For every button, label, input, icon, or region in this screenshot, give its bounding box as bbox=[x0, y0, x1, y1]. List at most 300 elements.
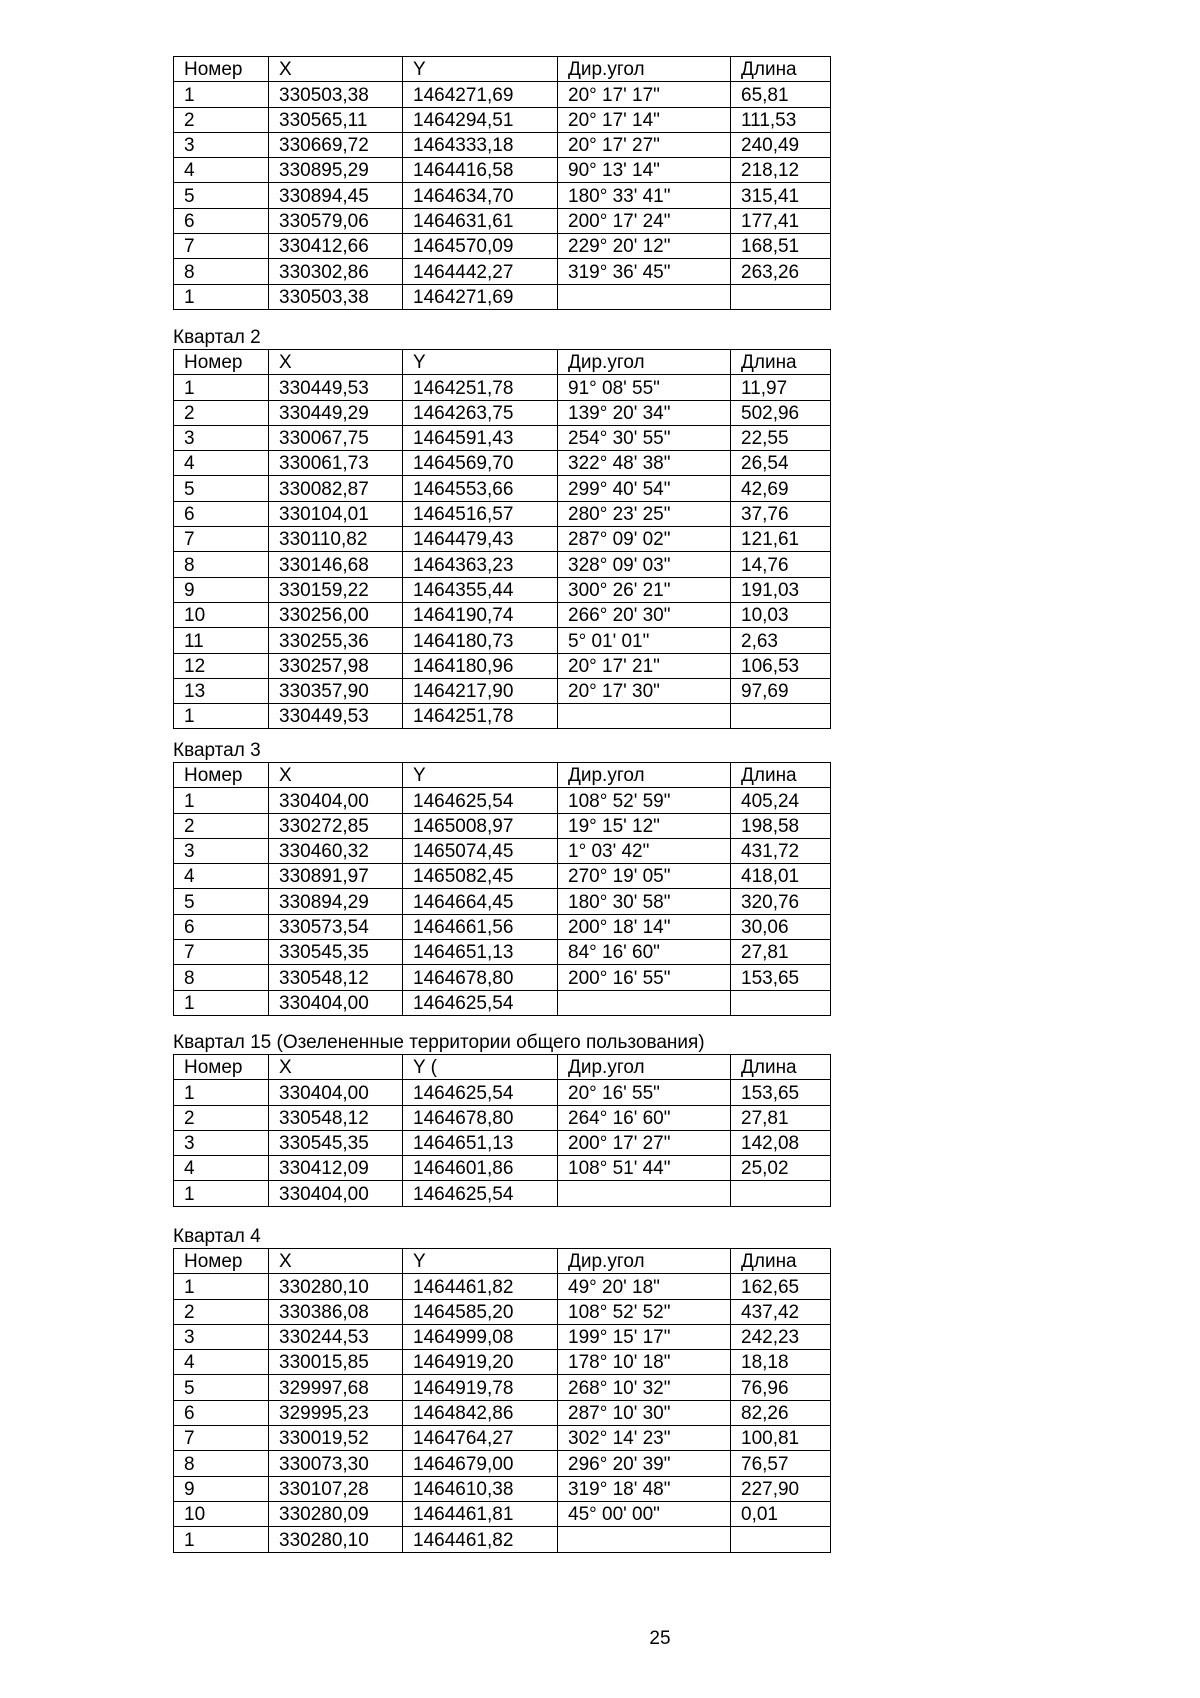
table-cell: 19° 15' 12" bbox=[558, 813, 731, 838]
table-cell: 65,81 bbox=[731, 82, 831, 107]
table-cell: 227,90 bbox=[731, 1476, 831, 1501]
table-cell: 111,53 bbox=[731, 107, 831, 132]
table-cell: 1464999,08 bbox=[403, 1324, 558, 1349]
table-row bbox=[174, 132, 831, 157]
table-cell: 3 bbox=[174, 425, 269, 450]
table-cell bbox=[558, 1527, 731, 1552]
table-row bbox=[174, 1130, 831, 1155]
table-cell: 1464678,80 bbox=[403, 1105, 558, 1130]
table-cell: 1464601,86 bbox=[403, 1156, 558, 1181]
column-header: Номер bbox=[174, 350, 269, 375]
table-cell: 6 bbox=[174, 914, 269, 939]
column-header: Длина bbox=[731, 57, 831, 82]
table-header-row bbox=[174, 1055, 831, 1080]
table-cell: 180° 33' 41" bbox=[558, 183, 731, 208]
table-cell bbox=[558, 704, 731, 729]
table-row bbox=[174, 82, 831, 107]
table-cell bbox=[731, 284, 831, 309]
table-row bbox=[174, 1274, 831, 1299]
table-cell: 1464842,86 bbox=[403, 1400, 558, 1425]
table-cell: 1464591,43 bbox=[403, 425, 558, 450]
table-cell: 1464679,00 bbox=[403, 1451, 558, 1476]
table-row bbox=[174, 889, 831, 914]
table-cell: 330548,12 bbox=[269, 965, 403, 990]
table-cell: 1 bbox=[174, 1274, 269, 1299]
table-cell: 4 bbox=[174, 1350, 269, 1375]
table-cell: 3 bbox=[174, 132, 269, 157]
table-cell: 108° 52' 59" bbox=[558, 788, 731, 813]
table-cell: 431,72 bbox=[731, 838, 831, 863]
table-cell: 20° 17' 17" bbox=[558, 82, 731, 107]
table-cell: 91° 08' 55" bbox=[558, 375, 731, 400]
table-cell bbox=[558, 1181, 731, 1206]
table-row bbox=[174, 788, 831, 813]
coordinates-table bbox=[173, 349, 831, 729]
table-row bbox=[174, 965, 831, 990]
table-cell: 1464631,61 bbox=[403, 208, 558, 233]
table-cell: 25,02 bbox=[731, 1156, 831, 1181]
table-cell: 11 bbox=[174, 628, 269, 653]
table-row bbox=[174, 208, 831, 233]
table-cell: 20° 17' 21" bbox=[558, 653, 731, 678]
column-header: X bbox=[269, 763, 403, 788]
table-cell: 229° 20' 12" bbox=[558, 234, 731, 259]
table-cell: 330579,06 bbox=[269, 208, 403, 233]
column-header: Y bbox=[403, 1249, 558, 1274]
table-cell: 1464461,82 bbox=[403, 1527, 558, 1552]
table-row bbox=[174, 990, 831, 1015]
table-row bbox=[174, 1080, 831, 1105]
table-cell: 1464651,13 bbox=[403, 940, 558, 965]
column-header: Номер bbox=[174, 1249, 269, 1274]
table-cell: 266° 20' 30" bbox=[558, 602, 731, 627]
section-kvartal-2 bbox=[173, 327, 831, 729]
table-row bbox=[174, 1324, 831, 1349]
table-cell: 319° 36' 45" bbox=[558, 259, 731, 284]
table-cell: 1464553,66 bbox=[403, 476, 558, 501]
table-cell: 329995,23 bbox=[269, 1400, 403, 1425]
table-cell: 3 bbox=[174, 1324, 269, 1349]
table-cell: 1464190,74 bbox=[403, 602, 558, 627]
table-cell: 330503,38 bbox=[269, 82, 403, 107]
table-cell: 330110,82 bbox=[269, 527, 403, 552]
table-row bbox=[174, 602, 831, 627]
table-row bbox=[174, 940, 831, 965]
table-cell: 2,63 bbox=[731, 628, 831, 653]
section-title: Квартал 15 (Озелененные территории общего пользования) bbox=[173, 1032, 705, 1053]
table-cell: 200° 18' 14" bbox=[558, 914, 731, 939]
column-header: X bbox=[269, 1249, 403, 1274]
table-cell: 2 bbox=[174, 1105, 269, 1130]
table-cell: 90° 13' 14" bbox=[558, 158, 731, 183]
column-header: Номер bbox=[174, 1055, 269, 1080]
table-cell: 1464764,27 bbox=[403, 1426, 558, 1451]
table-cell: 14,76 bbox=[731, 552, 831, 577]
table-cell: 10 bbox=[174, 602, 269, 627]
column-header: Длина bbox=[731, 350, 831, 375]
table-cell: 1464271,69 bbox=[403, 284, 558, 309]
table-row bbox=[174, 653, 831, 678]
table-row bbox=[174, 813, 831, 838]
table-cell: 1464585,20 bbox=[403, 1299, 558, 1324]
table-cell: 330244,53 bbox=[269, 1324, 403, 1349]
table-cell: 330302,86 bbox=[269, 259, 403, 284]
table-cell: 329997,68 bbox=[269, 1375, 403, 1400]
table-cell: 177,41 bbox=[731, 208, 831, 233]
table-row bbox=[174, 375, 831, 400]
table-cell: 1464333,18 bbox=[403, 132, 558, 157]
section-kvartal-3 bbox=[173, 740, 831, 1016]
table-cell: 4 bbox=[174, 864, 269, 889]
table-cell: 45° 00' 00" bbox=[558, 1501, 731, 1526]
table-cell: 330573,54 bbox=[269, 914, 403, 939]
table-cell: 330061,73 bbox=[269, 451, 403, 476]
table-row bbox=[174, 1375, 831, 1400]
coordinates-table bbox=[173, 1248, 831, 1553]
table-row bbox=[174, 1527, 831, 1552]
table-cell: 280° 23' 25" bbox=[558, 501, 731, 526]
table-cell: 1464416,58 bbox=[403, 158, 558, 183]
table-row bbox=[174, 678, 831, 703]
table-row bbox=[174, 628, 831, 653]
table-cell: 7 bbox=[174, 234, 269, 259]
section-kvartal-4 bbox=[173, 1226, 831, 1553]
table-cell: 299° 40' 54" bbox=[558, 476, 731, 501]
table-cell: 1464251,78 bbox=[403, 375, 558, 400]
table-cell: 437,42 bbox=[731, 1299, 831, 1324]
table-cell: 330067,75 bbox=[269, 425, 403, 450]
table-cell: 139° 20' 34" bbox=[558, 400, 731, 425]
table-cell: 242,23 bbox=[731, 1324, 831, 1349]
table-cell: 9 bbox=[174, 1476, 269, 1501]
table-cell: 1464180,73 bbox=[403, 628, 558, 653]
table-cell: 3 bbox=[174, 838, 269, 863]
table-cell: 76,57 bbox=[731, 1451, 831, 1476]
table-cell: 328° 09' 03" bbox=[558, 552, 731, 577]
table-cell: 330107,28 bbox=[269, 1476, 403, 1501]
coordinates-table bbox=[173, 1054, 831, 1207]
table-cell: 1465008,97 bbox=[403, 813, 558, 838]
section-kvartal-1 bbox=[173, 56, 831, 310]
table-cell: 330404,00 bbox=[269, 788, 403, 813]
table-cell: 97,69 bbox=[731, 678, 831, 703]
table-cell: 2 bbox=[174, 400, 269, 425]
table-cell: 330894,29 bbox=[269, 889, 403, 914]
table-cell: 8 bbox=[174, 552, 269, 577]
table-cell: 1464355,44 bbox=[403, 577, 558, 602]
table-cell: 20° 17' 27" bbox=[558, 132, 731, 157]
table-cell: 1 bbox=[174, 375, 269, 400]
table-cell: 315,41 bbox=[731, 183, 831, 208]
table-row bbox=[174, 704, 831, 729]
column-header: Дир.угол bbox=[558, 57, 731, 82]
table-cell: 1464919,78 bbox=[403, 1375, 558, 1400]
table-cell: 330404,00 bbox=[269, 990, 403, 1015]
table-cell: 263,26 bbox=[731, 259, 831, 284]
table-cell: 296° 20' 39" bbox=[558, 1451, 731, 1476]
column-header: Y bbox=[403, 763, 558, 788]
table-cell: 330256,00 bbox=[269, 602, 403, 627]
column-header: Дир.угол bbox=[558, 1249, 731, 1274]
table-cell: 1465082,45 bbox=[403, 864, 558, 889]
table-cell: 8 bbox=[174, 1451, 269, 1476]
table-cell: 418,01 bbox=[731, 864, 831, 889]
table-cell: 330449,53 bbox=[269, 704, 403, 729]
column-header: X bbox=[269, 1055, 403, 1080]
table-cell: 330272,85 bbox=[269, 813, 403, 838]
table-cell: 121,61 bbox=[731, 527, 831, 552]
table-row bbox=[174, 158, 831, 183]
table-row bbox=[174, 183, 831, 208]
table-cell: 330404,00 bbox=[269, 1080, 403, 1105]
table-cell: 106,53 bbox=[731, 653, 831, 678]
table-cell: 1464251,78 bbox=[403, 704, 558, 729]
table-cell: 270° 19' 05" bbox=[558, 864, 731, 889]
table-cell: 254° 30' 55" bbox=[558, 425, 731, 450]
table-cell: 6 bbox=[174, 501, 269, 526]
table-cell: 100,81 bbox=[731, 1426, 831, 1451]
table-cell: 330503,38 bbox=[269, 284, 403, 309]
table-cell: 3 bbox=[174, 1130, 269, 1155]
table-cell: 287° 09' 02" bbox=[558, 527, 731, 552]
table-cell: 76,96 bbox=[731, 1375, 831, 1400]
table-cell: 1 bbox=[174, 1080, 269, 1105]
column-header: Длина bbox=[731, 1249, 831, 1274]
table-cell: 330565,11 bbox=[269, 107, 403, 132]
table-cell: 1464442,27 bbox=[403, 259, 558, 284]
table-cell: 330015,85 bbox=[269, 1350, 403, 1375]
table-cell: 330255,36 bbox=[269, 628, 403, 653]
table-row bbox=[174, 476, 831, 501]
table-cell bbox=[731, 704, 831, 729]
table-cell: 108° 52' 52" bbox=[558, 1299, 731, 1324]
table-row bbox=[174, 1501, 831, 1526]
column-header: Дир.угол bbox=[558, 763, 731, 788]
table-cell: 330146,68 bbox=[269, 552, 403, 577]
table-cell: 1464271,69 bbox=[403, 82, 558, 107]
table-row bbox=[174, 234, 831, 259]
table-cell: 20° 16' 55" bbox=[558, 1080, 731, 1105]
table-cell: 27,81 bbox=[731, 940, 831, 965]
table-cell: 9 bbox=[174, 577, 269, 602]
table-cell: 330669,72 bbox=[269, 132, 403, 157]
table-cell: 198,58 bbox=[731, 813, 831, 838]
table-cell: 330412,09 bbox=[269, 1156, 403, 1181]
table-cell: 1464625,54 bbox=[403, 788, 558, 813]
table-cell: 1464263,75 bbox=[403, 400, 558, 425]
table-row bbox=[174, 284, 831, 309]
table-cell: 330545,35 bbox=[269, 940, 403, 965]
table-cell: 49° 20' 18" bbox=[558, 1274, 731, 1299]
column-header: Длина bbox=[731, 1055, 831, 1080]
table-cell: 1464363,23 bbox=[403, 552, 558, 577]
table-cell: 7 bbox=[174, 527, 269, 552]
column-header: Дир.угол bbox=[558, 1055, 731, 1080]
table-cell: 330280,10 bbox=[269, 1527, 403, 1552]
table-cell: 300° 26' 21" bbox=[558, 577, 731, 602]
table-cell: 7 bbox=[174, 1426, 269, 1451]
table-cell: 1464625,54 bbox=[403, 990, 558, 1015]
table-cell: 5° 01' 01" bbox=[558, 628, 731, 653]
table-cell: 5 bbox=[174, 476, 269, 501]
column-header: X bbox=[269, 350, 403, 375]
table-cell: 287° 10' 30" bbox=[558, 1400, 731, 1425]
table-cell: 178° 10' 18" bbox=[558, 1350, 731, 1375]
table-cell: 1464569,70 bbox=[403, 451, 558, 476]
table-cell: 1 bbox=[174, 1181, 269, 1206]
table-cell: 330257,98 bbox=[269, 653, 403, 678]
section-title: Квартал 3 bbox=[173, 740, 261, 761]
table-row bbox=[174, 1350, 831, 1375]
table-row bbox=[174, 1156, 831, 1181]
page-number: 25 bbox=[649, 1628, 671, 1649]
column-header: Номер bbox=[174, 57, 269, 82]
table-cell: 191,03 bbox=[731, 577, 831, 602]
table-cell: 26,54 bbox=[731, 451, 831, 476]
table-row bbox=[174, 1400, 831, 1425]
section-title: Квартал 4 bbox=[173, 1226, 261, 1247]
table-cell: 200° 16' 55" bbox=[558, 965, 731, 990]
coordinates-table bbox=[173, 762, 831, 1016]
table-cell: 1464625,54 bbox=[403, 1080, 558, 1105]
table-cell: 1 bbox=[174, 1527, 269, 1552]
table-cell: 330449,29 bbox=[269, 400, 403, 425]
table-cell: 27,81 bbox=[731, 1105, 831, 1130]
column-header: Дир.угол bbox=[558, 350, 731, 375]
table-cell: 330019,52 bbox=[269, 1426, 403, 1451]
table-cell: 30,06 bbox=[731, 914, 831, 939]
table-header-row bbox=[174, 763, 831, 788]
table-cell: 1464678,80 bbox=[403, 965, 558, 990]
table-cell: 1464625,54 bbox=[403, 1181, 558, 1206]
table-header-row bbox=[174, 350, 831, 375]
table-cell: 7 bbox=[174, 940, 269, 965]
table-cell: 1464634,70 bbox=[403, 183, 558, 208]
table-cell: 1464294,51 bbox=[403, 107, 558, 132]
table-cell: 5 bbox=[174, 1375, 269, 1400]
table-cell: 42,69 bbox=[731, 476, 831, 501]
table-cell: 5 bbox=[174, 183, 269, 208]
table-cell: 153,65 bbox=[731, 965, 831, 990]
table-row bbox=[174, 1476, 831, 1501]
table-row bbox=[174, 1451, 831, 1476]
table-cell: 319° 18' 48" bbox=[558, 1476, 731, 1501]
table-cell: 330449,53 bbox=[269, 375, 403, 400]
table-cell bbox=[731, 1181, 831, 1206]
table-cell: 2 bbox=[174, 107, 269, 132]
column-header: Y bbox=[403, 57, 558, 82]
table-cell: 6 bbox=[174, 208, 269, 233]
table-cell: 1464479,43 bbox=[403, 527, 558, 552]
column-header: Y ( bbox=[403, 1055, 558, 1080]
table-cell: 6 bbox=[174, 1400, 269, 1425]
table-cell: 1464516,57 bbox=[403, 501, 558, 526]
table-cell: 18,18 bbox=[731, 1350, 831, 1375]
table-cell: 330894,45 bbox=[269, 183, 403, 208]
table-cell: 1 bbox=[174, 284, 269, 309]
table-row bbox=[174, 425, 831, 450]
table-cell bbox=[731, 990, 831, 1015]
table-cell: 84° 16' 60" bbox=[558, 940, 731, 965]
table-cell: 199° 15' 17" bbox=[558, 1324, 731, 1349]
table-cell: 502,96 bbox=[731, 400, 831, 425]
table-cell: 8 bbox=[174, 965, 269, 990]
table-cell: 218,12 bbox=[731, 158, 831, 183]
table-cell: 330082,87 bbox=[269, 476, 403, 501]
table-row bbox=[174, 451, 831, 476]
section-title: Квартал 2 bbox=[173, 327, 261, 348]
table-cell: 1465074,45 bbox=[403, 838, 558, 863]
table-cell: 320,76 bbox=[731, 889, 831, 914]
table-cell: 330357,90 bbox=[269, 678, 403, 703]
table-cell: 330280,09 bbox=[269, 1501, 403, 1526]
table-row bbox=[174, 1105, 831, 1130]
table-cell: 330548,12 bbox=[269, 1105, 403, 1130]
table-row bbox=[174, 1181, 831, 1206]
table-header-row bbox=[174, 1249, 831, 1274]
coordinates-table bbox=[173, 56, 831, 310]
table-cell: 11,97 bbox=[731, 375, 831, 400]
table-cell: 330280,10 bbox=[269, 1274, 403, 1299]
table-row bbox=[174, 107, 831, 132]
table-cell: 240,49 bbox=[731, 132, 831, 157]
table-cell: 1464610,38 bbox=[403, 1476, 558, 1501]
table-cell: 2 bbox=[174, 1299, 269, 1324]
table-row bbox=[174, 1426, 831, 1451]
column-header: Номер bbox=[174, 763, 269, 788]
table-cell: 20° 17' 14" bbox=[558, 107, 731, 132]
table-row bbox=[174, 501, 831, 526]
table-cell: 180° 30' 58" bbox=[558, 889, 731, 914]
table-cell: 405,24 bbox=[731, 788, 831, 813]
table-cell: 330404,00 bbox=[269, 1181, 403, 1206]
table-cell: 142,08 bbox=[731, 1130, 831, 1155]
table-cell: 1464461,82 bbox=[403, 1274, 558, 1299]
table-cell: 10,03 bbox=[731, 602, 831, 627]
table-cell: 37,76 bbox=[731, 501, 831, 526]
column-header: Длина bbox=[731, 763, 831, 788]
table-cell: 0,01 bbox=[731, 1501, 831, 1526]
table-cell bbox=[558, 284, 731, 309]
table-row bbox=[174, 914, 831, 939]
table-row bbox=[174, 527, 831, 552]
column-header: Y bbox=[403, 350, 558, 375]
table-cell: 1 bbox=[174, 788, 269, 813]
table-row bbox=[174, 838, 831, 863]
table-row bbox=[174, 1299, 831, 1324]
table-cell: 322° 48' 38" bbox=[558, 451, 731, 476]
table-cell: 330891,97 bbox=[269, 864, 403, 889]
table-cell: 1° 03' 42" bbox=[558, 838, 731, 863]
table-cell: 268° 10' 32" bbox=[558, 1375, 731, 1400]
table-row bbox=[174, 400, 831, 425]
table-cell: 200° 17' 27" bbox=[558, 1130, 731, 1155]
table-cell: 4 bbox=[174, 1156, 269, 1181]
table-cell: 1464180,96 bbox=[403, 653, 558, 678]
table-cell: 330159,22 bbox=[269, 577, 403, 602]
table-cell: 1464664,45 bbox=[403, 889, 558, 914]
table-cell: 1464570,09 bbox=[403, 234, 558, 259]
table-cell: 22,55 bbox=[731, 425, 831, 450]
table-cell: 13 bbox=[174, 678, 269, 703]
table-cell: 330386,08 bbox=[269, 1299, 403, 1324]
table-cell: 4 bbox=[174, 451, 269, 476]
table-cell: 200° 17' 24" bbox=[558, 208, 731, 233]
table-cell: 4 bbox=[174, 158, 269, 183]
column-header: X bbox=[269, 57, 403, 82]
section-kvartal-15 bbox=[173, 1032, 831, 1207]
table-cell: 12 bbox=[174, 653, 269, 678]
